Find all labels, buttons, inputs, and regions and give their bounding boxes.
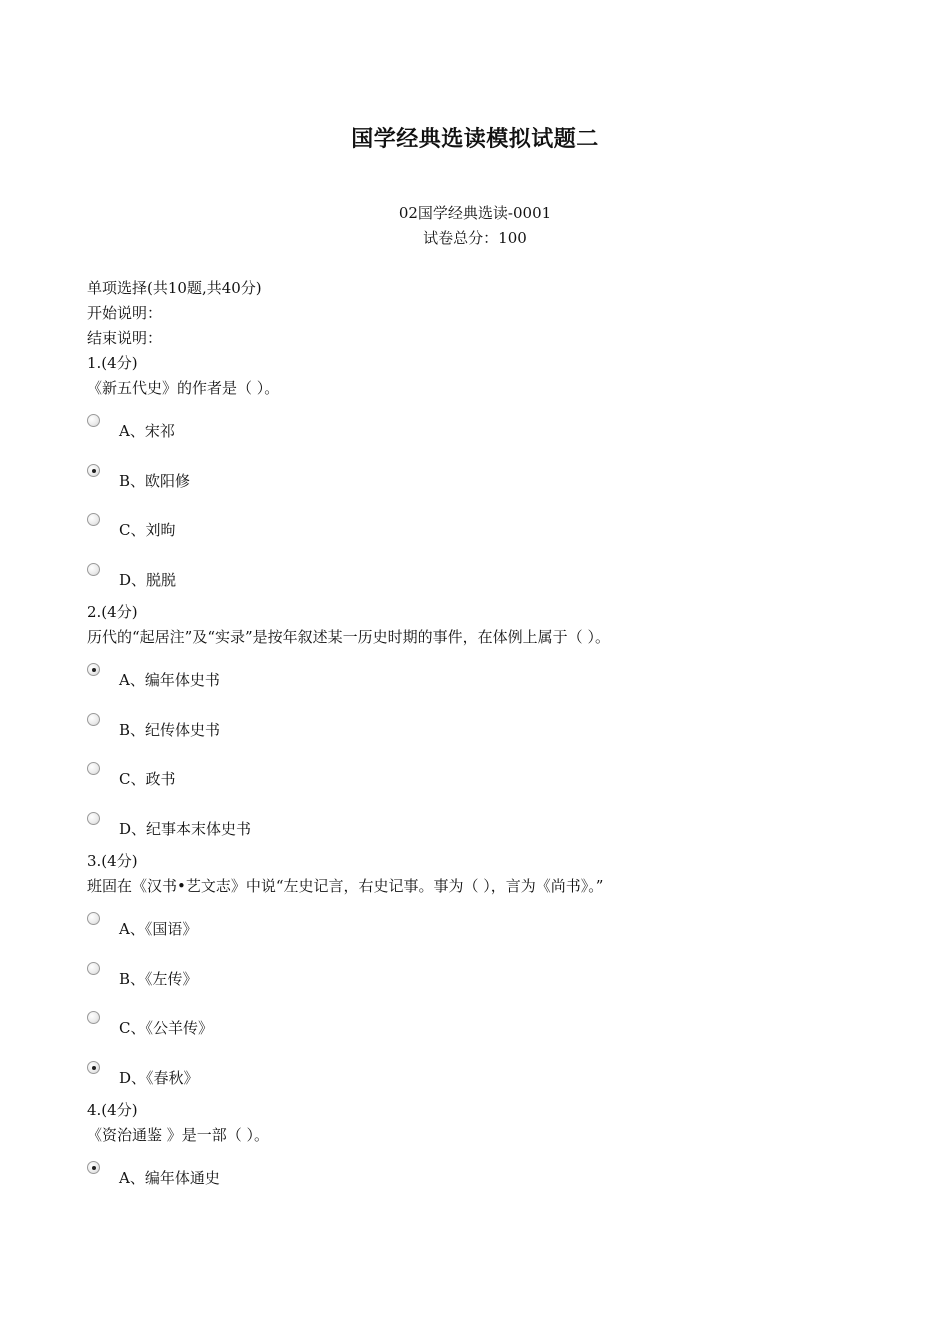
option-label: A、宋祁 xyxy=(119,422,175,440)
option-label: D、脱脱 xyxy=(119,571,177,589)
radio-button[interactable] xyxy=(87,713,100,726)
option-label: A、编年体通史 xyxy=(119,1169,220,1187)
option-label: D、纪事本末体史书 xyxy=(119,820,252,838)
option-label: B、欧阳修 xyxy=(119,472,191,490)
question-4-text: 《资治通鉴 》是一部（ ）。 xyxy=(87,1126,270,1144)
question-2-number: 2.(4分) xyxy=(87,603,138,621)
radio-button[interactable] xyxy=(87,912,100,925)
question-3-text: 班固在《汉书•艺文志》中说“左史记言，右史记事。事为（ ），言为《尚书》。” xyxy=(87,877,604,895)
radio-button-selected[interactable] xyxy=(87,1061,100,1074)
radio-button[interactable] xyxy=(87,962,100,975)
end-note: 结束说明： xyxy=(87,329,163,347)
total-score: 试卷总分：100 xyxy=(423,229,527,247)
question-4-number: 4.(4分) xyxy=(87,1101,138,1119)
radio-button[interactable] xyxy=(87,563,100,576)
start-note: 开始说明： xyxy=(87,304,163,322)
option-label: B、《左传》 xyxy=(119,970,198,988)
section-heading: 单项选择(共10题,共40分) xyxy=(87,279,262,297)
option-label: D、《春秋》 xyxy=(119,1069,199,1087)
option-label: B、纪传体史书 xyxy=(119,721,221,739)
radio-button[interactable] xyxy=(87,414,100,427)
document-title: 国学经典选读模拟试题二 xyxy=(351,126,599,152)
radio-button-selected[interactable] xyxy=(87,464,100,477)
radio-button[interactable] xyxy=(87,1011,100,1024)
exam-code: 02国学经典选读-0001 xyxy=(398,204,552,222)
radio-button-selected[interactable] xyxy=(87,663,100,676)
radio-button[interactable] xyxy=(87,762,100,775)
question-3-number: 3.(4分) xyxy=(87,852,138,870)
question-2-text: 历代的“起居注”及“实录”是按年叙述某一历史时期的事件，在体例上属于（ ）。 xyxy=(87,628,610,646)
radio-button-selected[interactable] xyxy=(87,1161,100,1174)
option-label: C、刘昫 xyxy=(119,521,176,539)
option-label: C、政书 xyxy=(119,770,176,788)
option-label: C、《公羊传》 xyxy=(119,1019,213,1037)
radio-button[interactable] xyxy=(87,812,100,825)
option-label: A、编年体史书 xyxy=(119,671,220,689)
radio-button[interactable] xyxy=(87,513,100,526)
question-1-text: 《新五代史》的作者是（ ）。 xyxy=(87,379,280,397)
question-1-number: 1.(4分) xyxy=(87,354,138,372)
option-label: A、《国语》 xyxy=(119,920,198,938)
